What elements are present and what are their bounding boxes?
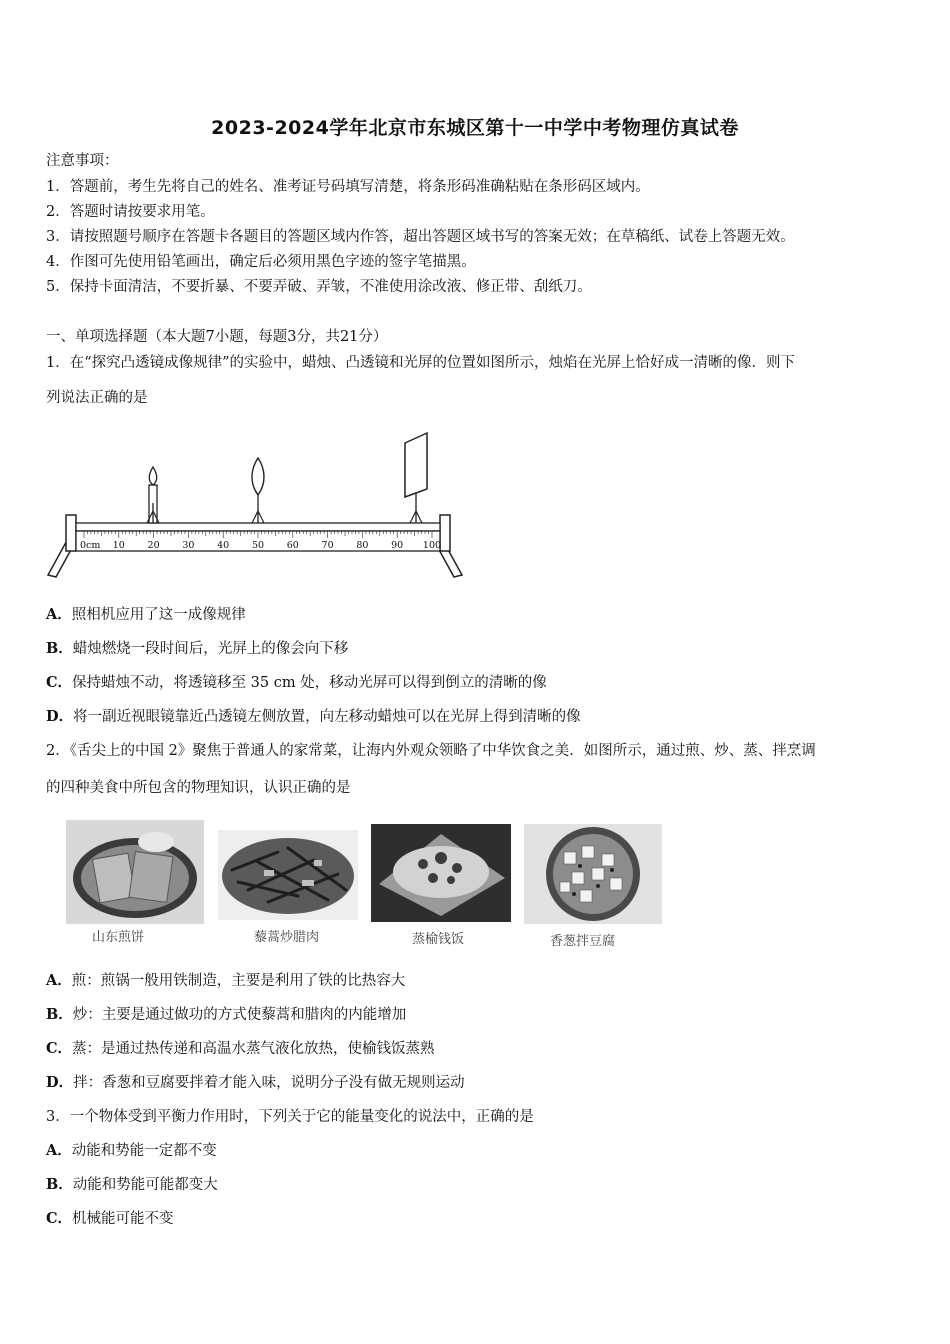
food-image-tofu xyxy=(524,824,662,924)
bench-left-post xyxy=(66,515,76,551)
q1-stem: 1．在“探究凸透镜成像规律”的实验中，蜡烛、凸透镜和光屏的位置如图所示，烛焰在光屏上恰好成一清晰的像．则下 xyxy=(46,355,796,371)
notice-item: 4．作图可先使用铅笔画出，确定后必须用黑色字迹的签字笔描黑。 xyxy=(46,254,476,270)
scale-label: 0cm xyxy=(80,540,101,551)
q2-option-b: B．炒：主要是通过做功的方式使藜蒿和腊肉的内能增加 xyxy=(46,1006,407,1023)
scale-label: 30 xyxy=(182,540,195,551)
q2-option-a: A．煎：煎锅一般用铁制造，主要是利用了铁的比热容大 xyxy=(46,972,406,989)
scale-label: 60 xyxy=(286,540,299,551)
section-heading: 一、单项选择题（本大题7小题，每题3分，共21分） xyxy=(46,329,388,345)
scale-label: 20 xyxy=(147,540,160,551)
q3-option-b: B．动能和势能可能都变大 xyxy=(46,1176,218,1193)
q1-option-c: C．保持蜡烛不动，将透镜移至 35 cm 处，移动光屏可以得到倒立的清晰的像 xyxy=(46,674,547,691)
q2-option-d: D．拌：香葱和豆腐要拌着才能入味，说明分子没有做无规则运动 xyxy=(46,1074,465,1091)
optical-bench-figure xyxy=(40,425,480,585)
page-title: 2023-2024学年北京市东城区第十一中学中考物理仿真试卷 xyxy=(211,117,739,139)
scale-label: 70 xyxy=(321,540,334,551)
food-image-steamed xyxy=(371,824,511,922)
food-image-jianbing xyxy=(66,820,204,924)
candle xyxy=(147,467,159,523)
lens-icon xyxy=(252,458,264,495)
q1-option-b: B．蜡烛燃烧一段时间后，光屏上的像会向下移 xyxy=(46,640,349,657)
q2-stem: 2．《舌尖上的中国 2》聚焦于普通人的家常菜，让海内外观众领略了中华饮食之美．如图所示，通过煎、炒、蒸、拌烹调 xyxy=(46,743,816,759)
light-screen xyxy=(405,433,427,523)
q1-option-d: D．将一副近视眼镜靠近凸透镜左侧放置，向左移动蜡烛可以在光屏上得到清晰的像 xyxy=(46,708,581,725)
bench-right-post xyxy=(440,515,450,551)
scale-label: 40 xyxy=(217,540,230,551)
scale-label: 50 xyxy=(251,540,265,551)
scale-label: 80 xyxy=(356,540,369,551)
food-caption: 香葱拌豆腐 xyxy=(550,934,616,949)
q1-option-a: A．照相机应用了这一成像规律 xyxy=(46,606,246,623)
q1-stem-cont: 列说法正确的是 xyxy=(46,390,148,406)
food-caption: 山东煎饼 xyxy=(92,930,145,945)
q3-option-c: C．机械能可能不变 xyxy=(46,1210,174,1227)
q3-stem: 3．一个物体受到平衡力作用时，下列关于它的能量变化的说法中，正确的是 xyxy=(46,1109,534,1125)
scale-label: 10 xyxy=(112,540,125,551)
scale-label: 100 xyxy=(422,540,442,551)
notice-item: 5．保持卡面清洁，不要折暴、不要弄破、弄皱，不准使用涂改液、修正带、刮纸刀。 xyxy=(46,279,592,295)
notice-item: 1．答题前，考生先将自己的姓名、准考证号码填写清楚，将条形码准确粘贴在条形码区域内。 xyxy=(46,179,650,195)
food-caption: 蒸榆钱饭 xyxy=(412,932,465,947)
bench-rail xyxy=(76,523,440,531)
notice-heading: 注意事项： xyxy=(46,153,119,169)
notice-item: 3．请按照题号顺序在答题卡各题目的答题区域内作答，超出答题区域书写的答案无效；在草稿纸、试卷上答题无效。 xyxy=(46,229,795,245)
food-caption: 藜蒿炒腊肉 xyxy=(254,930,320,945)
q3-option-a: A．动能和势能一定都不变 xyxy=(46,1142,217,1159)
convex-lens xyxy=(252,458,264,523)
food-image-stirfry xyxy=(218,830,358,920)
notice-item: 2．答题时请按要求用笔。 xyxy=(46,204,215,220)
q2-stem-cont: 的四种美食中所包含的物理知识，认识正确的是 xyxy=(46,780,351,796)
scale-label: 90 xyxy=(391,540,404,551)
flame-icon xyxy=(149,467,157,485)
q2-option-c: C．蒸：是通过热传递和高温水蒸气液化放热，使榆钱饭蒸熟 xyxy=(46,1040,435,1057)
